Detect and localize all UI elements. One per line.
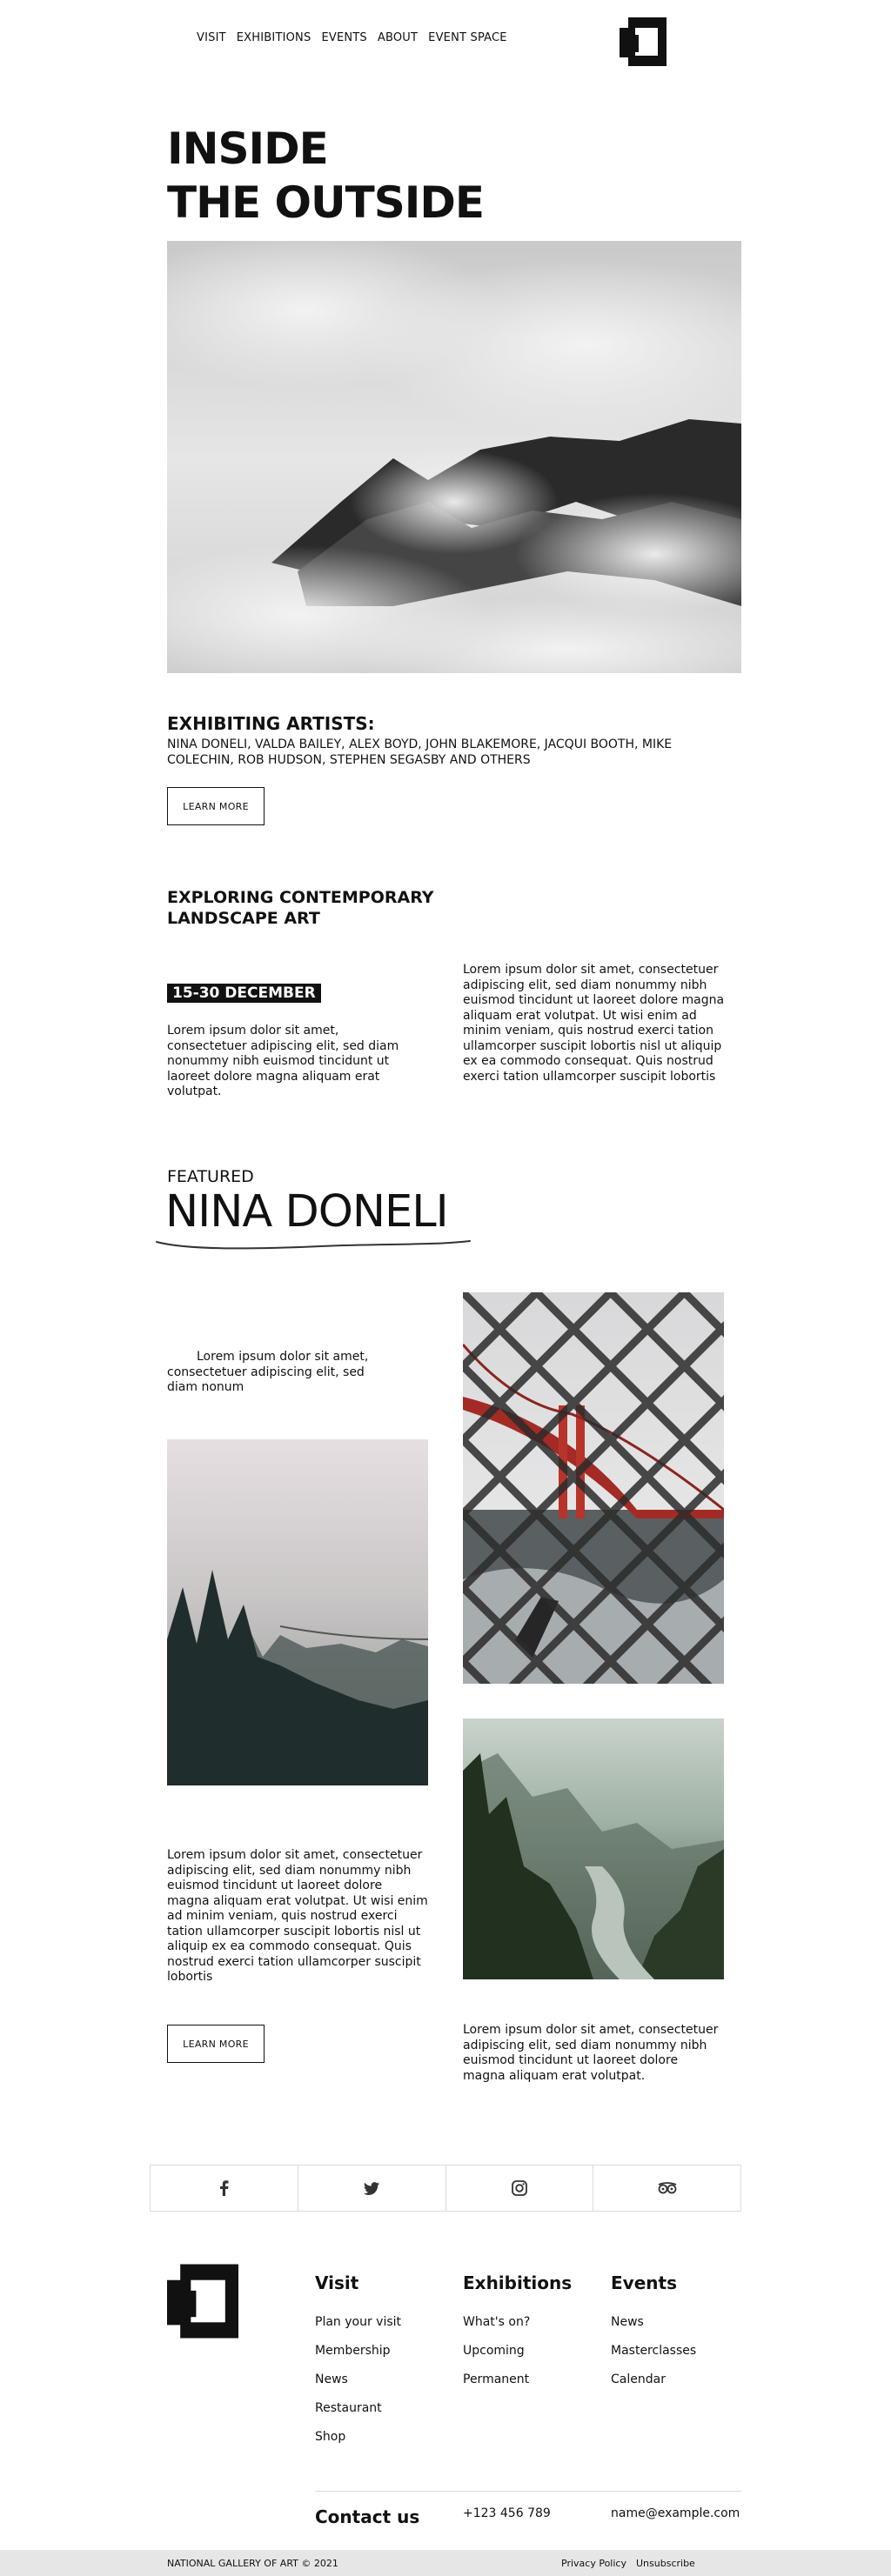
footer-link-upcoming[interactable]: Upcoming xyxy=(463,2344,525,2358)
footer-link-news[interactable]: News xyxy=(315,2372,348,2386)
bridge-fence-image xyxy=(463,1292,724,1684)
footer-events-heading: Events xyxy=(611,2272,677,2293)
footer-link-events-news[interactable]: News xyxy=(611,2315,644,2329)
nav-about[interactable]: ABOUT xyxy=(377,31,419,44)
tripadvisor-icon[interactable] xyxy=(593,2166,740,2211)
footer-link-masterclasses[interactable]: Masterclasses xyxy=(611,2344,697,2358)
nav-events[interactable]: EVENTS xyxy=(321,31,367,44)
artists-heading: EXHIBITING ARTISTS: xyxy=(167,713,375,734)
instagram-icon[interactable] xyxy=(446,2166,594,2211)
copyright-bar xyxy=(0,2550,891,2576)
hero-title xyxy=(167,122,484,230)
footer-exhibitions-heading: Exhibitions xyxy=(463,2272,573,2293)
nav-exhibitions[interactable]: EXHIBITIONS xyxy=(236,31,312,44)
footer-divider xyxy=(315,2491,741,2492)
copyright-text: NATIONAL GALLERY OF ART © 2021 xyxy=(167,2558,338,2569)
learn-more-button[interactable]: LEARN MORE xyxy=(167,787,265,825)
footer-logo-icon[interactable] xyxy=(167,2264,238,2339)
footer-link-restaurant[interactable]: Restaurant xyxy=(315,2401,382,2415)
social-bar xyxy=(150,2165,741,2212)
footer-link-calendar[interactable]: Calendar xyxy=(611,2372,666,2386)
underline-stroke-icon xyxy=(155,1233,472,1252)
misty-forest-image xyxy=(167,1439,428,1785)
contact-email[interactable]: name@example.com xyxy=(611,2506,740,2520)
featured-right-text: Lorem ipsum dolor sit amet, consectetuer adipiscing elit, sed diam nonummy nibh euismod tincidunt ut laoreet dolore magna aliquam erat volutpat. xyxy=(463,2023,719,2083)
footer-link-plan-visit[interactable]: Plan your visit xyxy=(315,2315,402,2329)
exploring-right-text: Lorem ipsum dolor sit amet, consectetuer adipiscing elit, sed diam nonummy nibh euismod tincidunt ut laoreet dolore magna aliquam erat volutpat. Ut wisi enim ad minim veniam, quis nostrud exerci tation ullamcorper suscipit lobortis nisl ut aliquip ex ea commodo consequat. Quis nostrud exerci tation ullamcorper suscipit lobortis xyxy=(463,963,725,1084)
featured-learn-more-button[interactable]: LEARN MORE xyxy=(167,2025,265,2063)
nav-visit[interactable]: VISIT xyxy=(197,31,226,44)
contact-heading: Contact us xyxy=(315,2506,420,2527)
forest-river-image xyxy=(463,1718,724,1979)
featured-artist-name: NINA DONELI xyxy=(165,1186,448,1238)
footer-link-shop[interactable]: Shop xyxy=(315,2430,346,2444)
date-badge: 15-30 DECEMBER xyxy=(167,984,321,1003)
privacy-policy-link[interactable]: Privacy Policy xyxy=(561,2558,626,2569)
hero-title-line-1: INSIDE xyxy=(167,123,328,174)
footer-visit-heading: Visit xyxy=(315,2272,359,2293)
footer-link-permanent[interactable]: Permanent xyxy=(463,2372,530,2386)
featured-label: FEATURED xyxy=(167,1167,254,1186)
top-nav xyxy=(197,31,507,44)
exploring-heading: EXPLORING CONTEMPORARY LANDSCAPE ART xyxy=(167,888,434,928)
featured-long-text: Lorem ipsum dolor sit amet, consectetuer adipiscing elit, sed diam nonummy nibh euismod tincidunt ut laoreet dolore magna aliquam erat volutpat. Ut wisi enim ad minim veniam, quis nostrud exerci tation ullamcorper suscipit lobortis nisl ut aliquip ex ea commodo consequat. Quis nostrud exerci tation ullamcorper suscipit lobortis xyxy=(167,1848,428,1984)
logo-icon[interactable] xyxy=(620,17,667,66)
artists-names: NINA DONELI, VALDA BAILEY, ALEX BOYD, JOHN BLAKEMORE, JACQUI BOOTH, MIKE COLECHIN, ROB HUDSON, STEPHEN SEGASBY AND OTHERS xyxy=(167,737,673,767)
hero-image xyxy=(167,241,741,673)
hero-title-line-2: THE OUTSIDE xyxy=(167,177,484,228)
exploring-left-text: Lorem ipsum dolor sit amet, consectetuer adipiscing elit, sed diam nonummy nibh euismod tincidunt ut laoreet dolore magna aliquam erat volutpat. xyxy=(167,1024,399,1098)
featured-intro-text: Lorem ipsum dolor sit amet, consectetuer adipiscing elit, sed diam nonum xyxy=(167,1350,369,1394)
facebook-icon[interactable] xyxy=(151,2166,298,2211)
nav-event-space[interactable]: EVENT SPACE xyxy=(428,31,507,44)
footer-link-whats-on[interactable]: What's on? xyxy=(463,2315,531,2329)
twitter-icon[interactable] xyxy=(298,2166,446,2211)
contact-phone[interactable]: +123 456 789 xyxy=(463,2506,551,2520)
footer-link-membership[interactable]: Membership xyxy=(315,2344,391,2358)
unsubscribe-link[interactable]: Unsubscribe xyxy=(636,2558,695,2569)
